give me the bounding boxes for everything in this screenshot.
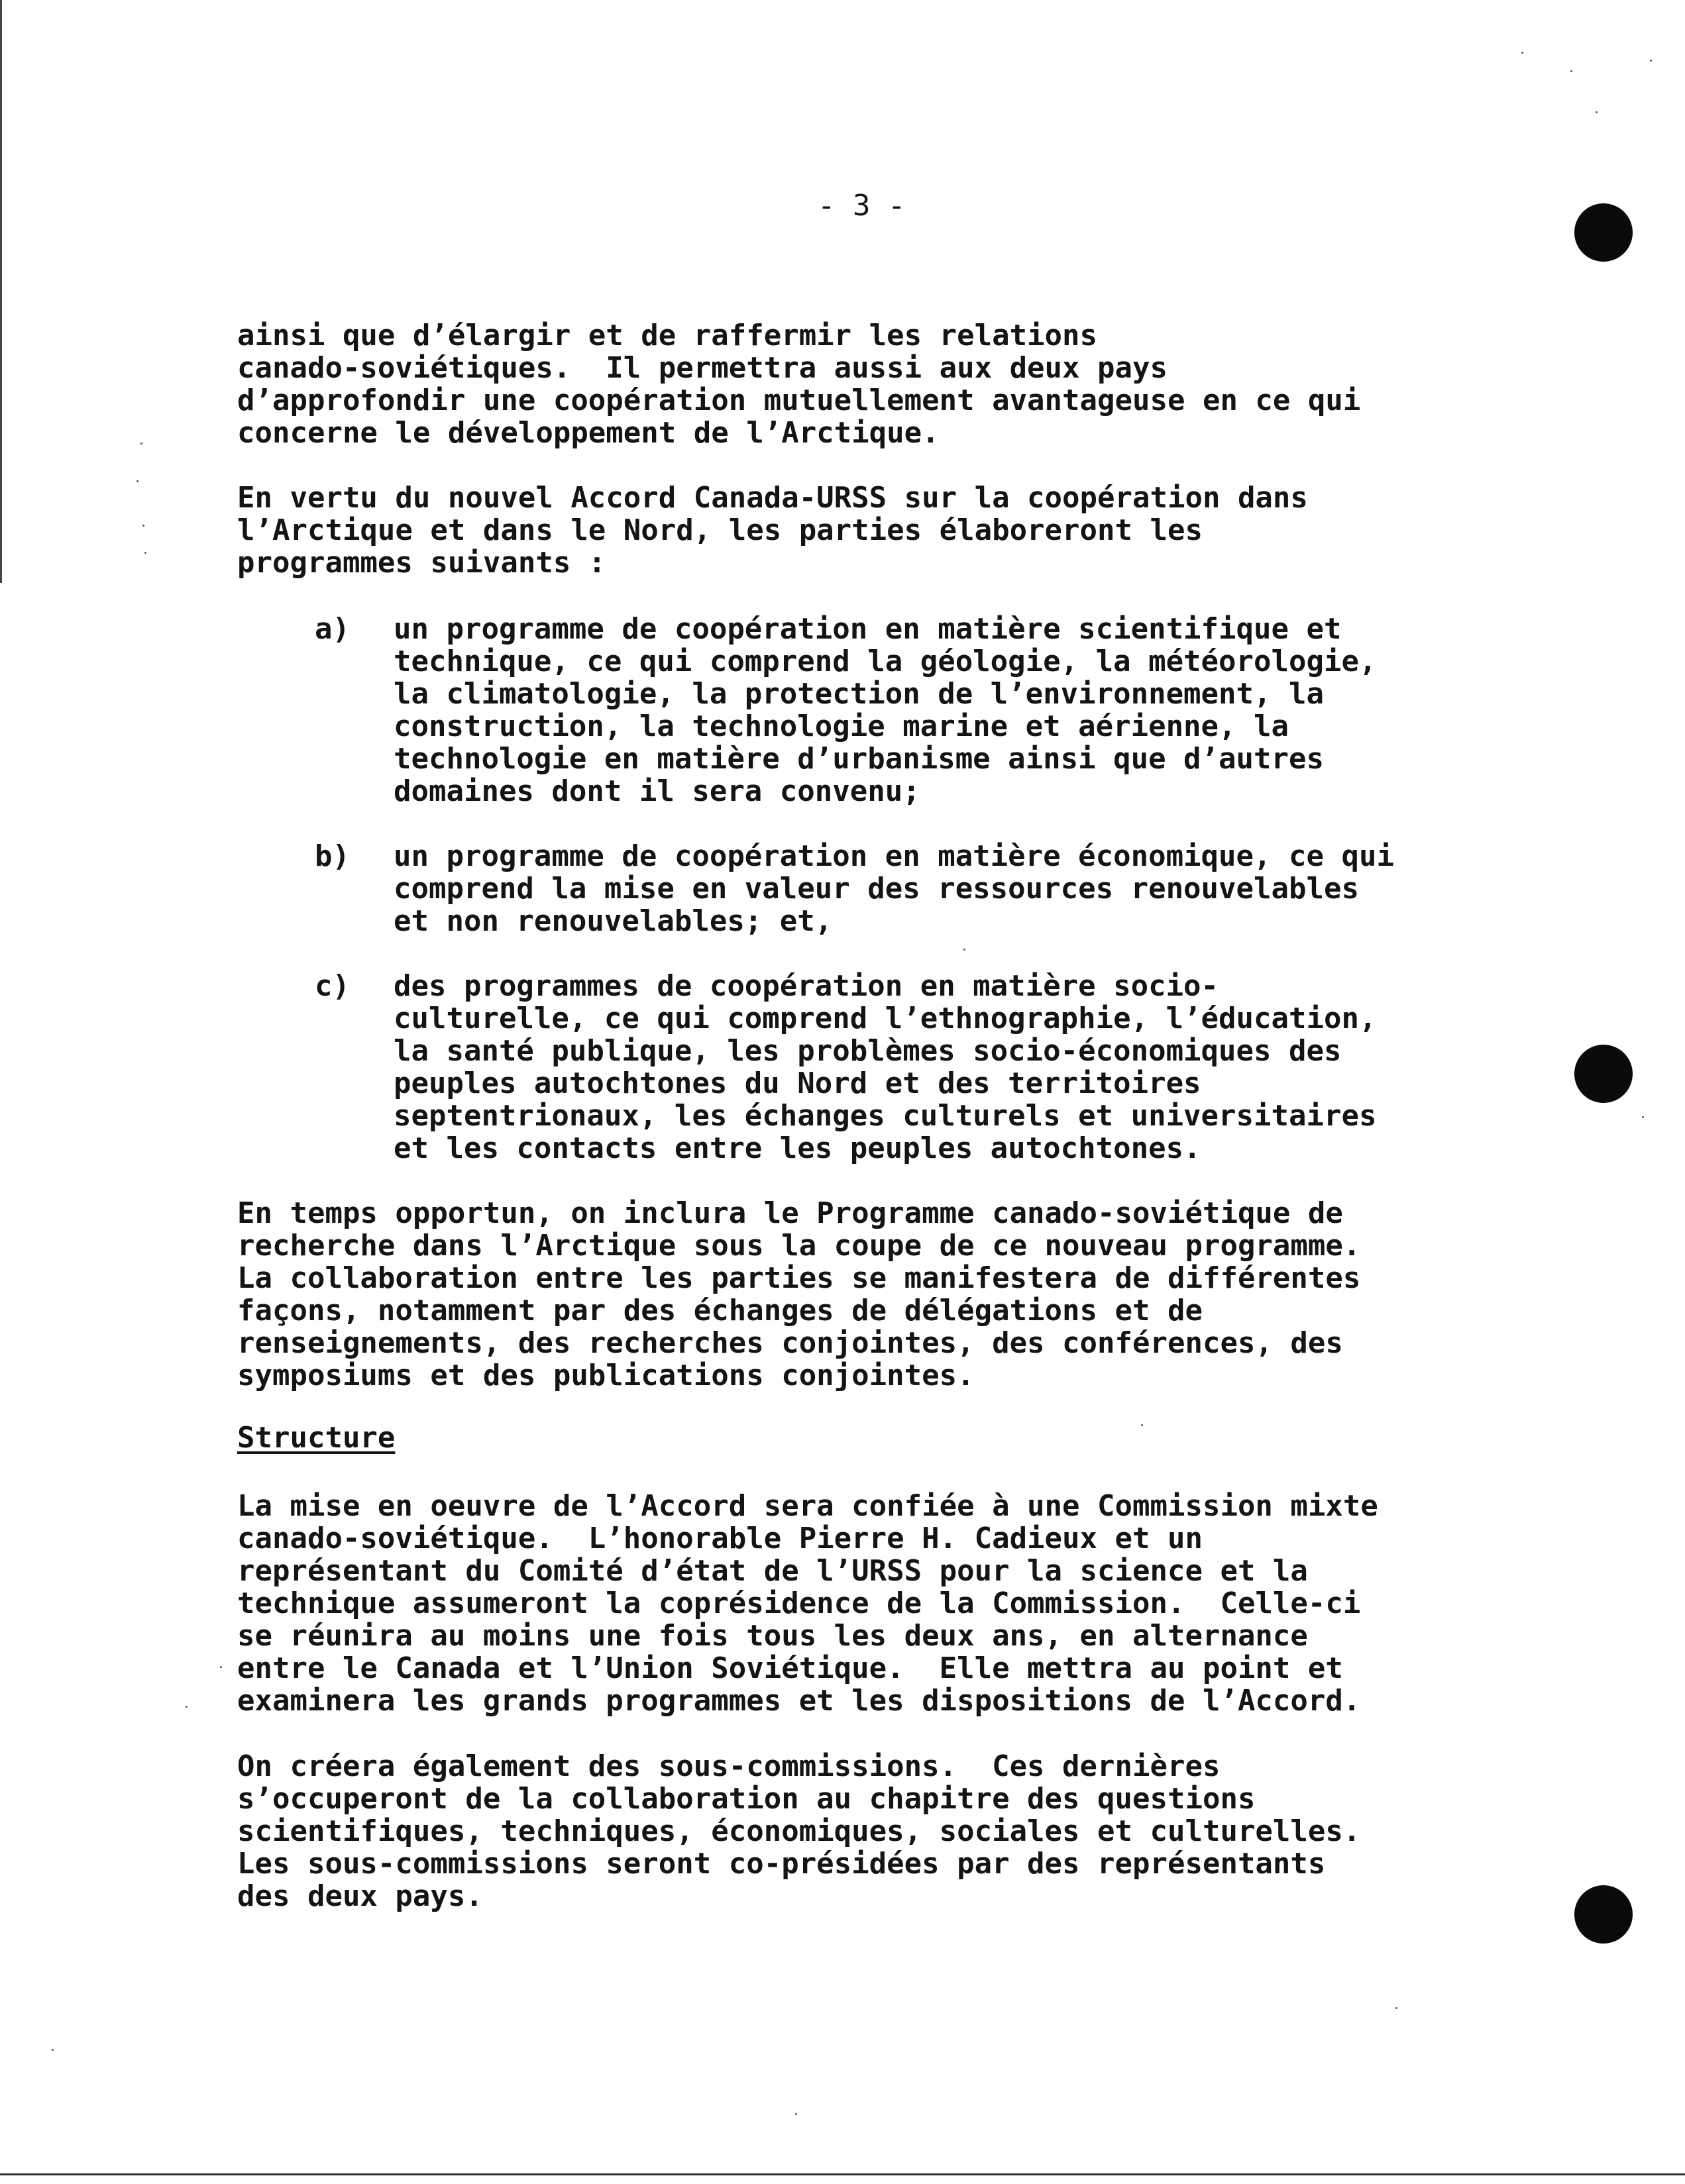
scan-speck xyxy=(1395,2007,1397,2009)
scan-speck xyxy=(1141,1424,1143,1426)
punch-hole-middle xyxy=(1574,1045,1633,1103)
scan-speck xyxy=(1650,60,1652,62)
list-item-text: un programme de coopération en matière scientifique et technique, ce qui comprend la géologie, la météorologie, la climatologie, la protection de l’environnement, la construction, la technologie marine et aérienne, la technologie en matière d’urbanisme ainsi que d’autres domaines dont il sera convenu; xyxy=(394,612,1377,808)
paragraph-subcommissions: On créera également des sous-commissions. Ces dernières s’occuperont de la collaboration au chapitre des questions scientifiques, techniques, économiques, sociales et culturelles. Les sous-commissions seront co-présidées par des représentants des deux pays. xyxy=(237,1749,1361,1913)
paragraph-intro: ainsi que d’élargir et de raffermir les relations canado-soviétiques. Il permettra aussi aux deux pays d’approfondir une coopération mutuellement avantageuse en ce qui concerne le développement de l’Arctique. xyxy=(237,319,1361,450)
scan-speck xyxy=(795,2113,797,2115)
scan-speck xyxy=(136,480,138,482)
paragraph-commission: La mise en oeuvre de l’Accord sera confiée à une Commission mixte canado-soviétique. L’honorable Pierre H. Cadieux et un représentant du Comité d’état de l’URSS pour la science et la technique assumeront la coprésidence de la Commission. Celle-ci se réunira au moins une fois tous les deux ans, en alternance entre le Canada et l’Union Soviétique. Elle mettra au point et examinera les grands programmes et les dispositions de l’Accord. xyxy=(237,1489,1378,1718)
scan-speck xyxy=(52,2049,54,2051)
scan-speck xyxy=(186,1706,188,1708)
scan-speck xyxy=(1521,52,1523,54)
paragraph-programs-lead: En vertu du nouvel Accord Canada-URSS sur la coopération dans l’Arctique et dans le Nord, les parties élaboreront les programmes suivants : xyxy=(237,481,1308,580)
paragraph-collaboration: En temps opportun, on inclura le Programme canado-soviétique de recherche dans l’Arctique sous la coupe de ce nouveau programme. La collaboration entre les parties se manifestera de différentes façons, notamment par des échanges de délégations et de renseignements, des recherches conjointes, des conférences, des symposiums et des publications conjointes. xyxy=(237,1196,1361,1392)
list-marker: c) xyxy=(315,969,350,1003)
scan-speck xyxy=(1570,70,1572,72)
scan-speck xyxy=(1596,111,1598,113)
scan-speck xyxy=(142,525,144,527)
list-item-text: un programme de coopération en matière économique, ce qui comprend la mise en valeur des ressources renouvelables et non renouvelables; et, xyxy=(394,839,1394,938)
punch-hole-bottom xyxy=(1574,1885,1633,1944)
list-item-text: des programmes de coopération en matière socio- culturelle, ce qui comprend l’ethnographie, l’éducation, la santé publique, les problèmes socio-économiques des peuples autochtones du Nord et des territoires septentrionaux, les échanges culturels et universitaires et les contacts entre les peuples autochtones. xyxy=(394,969,1377,1165)
scan-speck xyxy=(220,1666,222,1668)
section-heading: Structure xyxy=(237,1421,396,1455)
list-marker: a) xyxy=(315,612,350,646)
scan-speck xyxy=(1642,1116,1644,1118)
scan-speck xyxy=(144,552,146,554)
scan-speck xyxy=(963,949,965,951)
list-marker: b) xyxy=(315,839,350,873)
scan-bottom-edge xyxy=(0,2173,1685,2175)
scan-left-edge xyxy=(0,0,2,583)
punch-hole-top xyxy=(1574,203,1633,262)
page-number: - 3 - xyxy=(818,189,906,223)
scan-speck xyxy=(140,442,142,444)
